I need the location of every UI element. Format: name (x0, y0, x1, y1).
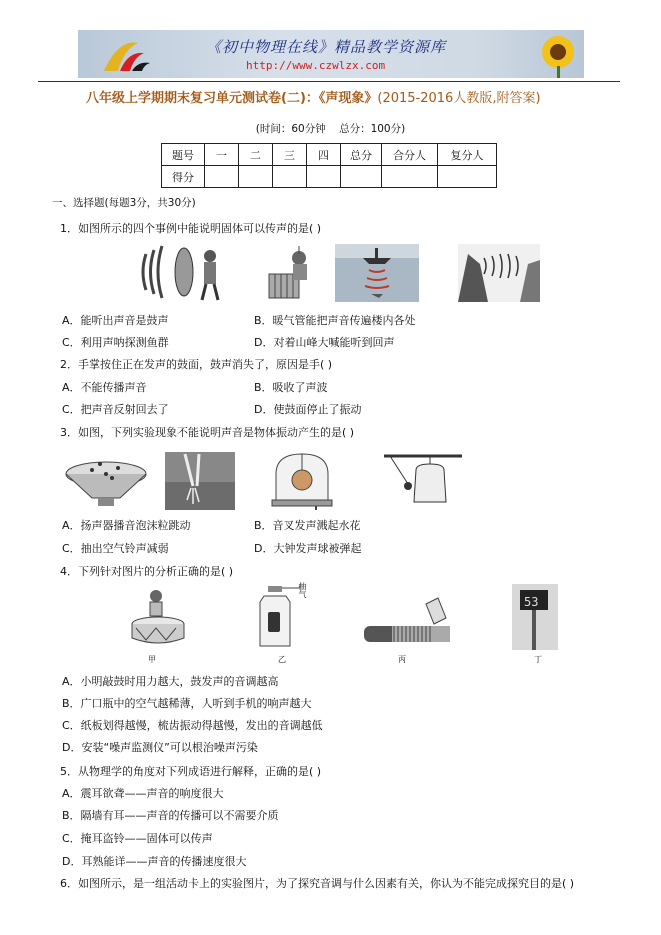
speaker-foam-figure (62, 452, 150, 510)
score-header-cell: 二 (239, 144, 273, 166)
score-table-score-row (162, 166, 497, 188)
question-4-stem: 4．下列针对图片的分析正确的是( ) (60, 565, 234, 578)
header-rule (38, 81, 620, 82)
q2-option-b[interactable]: B．吸收了声波 (254, 381, 328, 394)
noise-monitor-figure (512, 584, 558, 650)
score-cell[interactable] (239, 166, 273, 188)
q1-option-b[interactable]: B．暖气管能把声音传遍楼内各处 (254, 314, 416, 327)
q5-option-a[interactable]: A．震耳欲聋——声音的响度很大 (62, 787, 224, 800)
score-header-cell: 合分人 (382, 144, 438, 166)
svg-text:53: 53 (524, 595, 539, 609)
radiator-pipe-figure (265, 244, 315, 302)
score-row-label: 得分 (162, 166, 205, 188)
banner-url: http://www.czwlzx.com (246, 59, 386, 72)
fig-label-ding: 丁 (534, 655, 542, 664)
q1-option-d[interactable]: D．对着山峰大喊能听到回声 (254, 336, 395, 349)
fig-label-jia: 甲 (148, 655, 156, 664)
bell-ball-figure (382, 452, 464, 508)
score-cell[interactable] (438, 166, 497, 188)
score-table-header-row (162, 144, 497, 166)
header-banner (78, 30, 584, 78)
title-edition: (2015-2016人教版,附答案) (377, 91, 541, 106)
question-2-stem: 2．手掌按住正在发声的鼓面，鼓声消失了，原因是手( ) (60, 358, 333, 371)
score-cell[interactable] (382, 166, 438, 188)
fig-label-yi: 乙 (278, 655, 286, 664)
drum-sound-figure (140, 242, 226, 302)
question-6-stem: 6．如图所示，是一组活动卡上的实验图片，为了探究音调与什么因素有关，你认为不能完成探究目的是( ) (60, 877, 575, 890)
score-cell[interactable] (205, 166, 239, 188)
score-header-cell: 复分人 (438, 144, 497, 166)
q3-option-b[interactable]: B．音叉发声溅起水花 (254, 519, 361, 532)
score-header-cell: 三 (273, 144, 307, 166)
q3-option-c[interactable]: C．抽出空气铃声减弱 (62, 542, 169, 555)
question-3-stem: 3．如图，下列实验现象不能说明声音是物体振动产生的是( ) (60, 426, 355, 439)
score-cell[interactable] (307, 166, 341, 188)
sunflower-icon (524, 30, 584, 78)
banner-slogan: 《初中物理在线》精品教学资源库 (206, 38, 447, 56)
mountain-echo-figure (458, 244, 540, 302)
pump-label: 抽气 (298, 582, 307, 598)
q5-option-d[interactable]: D．耳熟能详——声音的传播速度很大 (62, 855, 247, 868)
q5-option-b[interactable]: B．隔墙有耳——声音的传播可以不需要介质 (62, 809, 279, 822)
tuning-fork-water-figure (165, 452, 235, 510)
score-cell[interactable] (341, 166, 382, 188)
q1-option-a[interactable]: A．能听出声音是鼓声 (62, 314, 169, 327)
score-header-cell: 一 (205, 144, 239, 166)
sonar-fish-figure (335, 244, 419, 302)
q4-option-d[interactable]: D．安装“噪声监测仪”可以根治噪声污染 (62, 741, 258, 754)
question-1-stem: 1．如图所示的四个事例中能说明固体可以传声的是( ) (60, 222, 322, 235)
exam-meta: (时间：60分钟 总分：100分) (255, 123, 406, 135)
fig-label-bing: 丙 (398, 655, 406, 664)
score-header-cell: 总分 (341, 144, 382, 166)
score-cell[interactable] (273, 166, 307, 188)
site-logo-icon (98, 35, 158, 75)
score-table (161, 143, 497, 188)
q4-option-a[interactable]: A．小明敲鼓时用力越大，鼓发声的音调越高 (62, 675, 279, 688)
score-header-cell: 题号 (162, 144, 205, 166)
q3-option-a[interactable]: A．扬声器播音泡沫粒跳动 (62, 519, 191, 532)
q4-option-b[interactable]: B．广口瓶中的空气越稀薄，人听到手机的响声越大 (62, 697, 312, 710)
question-5-stem: 5．从物理学的角度对下列成语进行解释，正确的是( ) (60, 765, 322, 778)
section-heading: 一、选择题(每题3分，共30分) (52, 197, 196, 209)
title-main: 八年级上学期期末复习单元测试卷(二)：《声现象》 (86, 91, 378, 106)
q4-option-c[interactable]: C．纸板划得越慢，梳齿振动得越慢，发出的音调越低 (62, 719, 323, 732)
q2-option-c[interactable]: C．把声音反射回去了 (62, 403, 169, 416)
q3-option-d[interactable]: D．大钟发声球被弹起 (254, 542, 362, 555)
bell-jar-figure (270, 450, 334, 510)
q2-option-a[interactable]: A．不能传播声音 (62, 381, 147, 394)
score-header-cell: 四 (307, 144, 341, 166)
boy-drum-figure (126, 588, 190, 648)
q2-option-d[interactable]: D．使鼓面停止了振动 (254, 403, 362, 416)
q5-option-c[interactable]: C．掩耳盗铃——固体可以传声 (62, 832, 213, 845)
comb-card-figure (362, 596, 452, 648)
page-title (86, 87, 541, 106)
q1-option-c[interactable]: C．利用声呐探测鱼群 (62, 336, 169, 349)
